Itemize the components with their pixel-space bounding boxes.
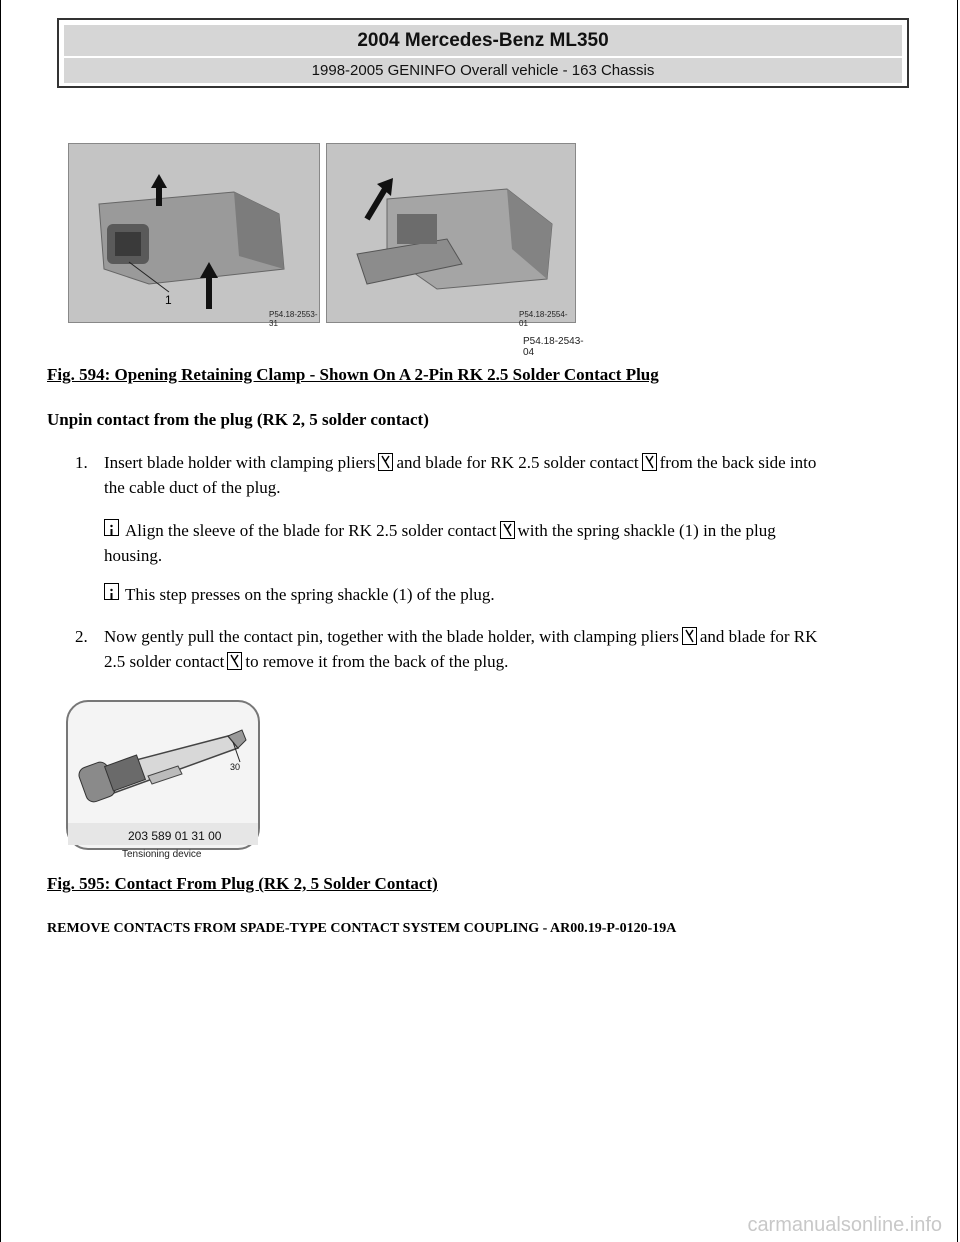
figure-594-left-panel (68, 143, 320, 328)
step-text-part: Now gently pull the contact pin, together with the blade holder, with clamping pliers (104, 627, 679, 646)
document-header (57, 18, 909, 88)
info-note-icon[interactable] (104, 583, 119, 600)
special-tool-icon[interactable] (500, 521, 515, 539)
section-heading: Unpin contact from the plug (RK 2, 5 solder contact) (47, 410, 429, 429)
callout-label: 1 (165, 293, 172, 307)
step-1-note-2 (104, 582, 904, 607)
special-tool-icon[interactable] (642, 453, 657, 471)
callout-label: 30 (230, 762, 241, 772)
step-2-text (104, 624, 924, 674)
watermark: carmanualsonline.info (747, 1214, 942, 1236)
step-text-part: 2.5 solder contact (104, 652, 225, 671)
header-title: 2004 Mercedes-Benz ML350 (64, 25, 902, 56)
tool-frame (66, 700, 260, 850)
next-section-heading: REMOVE CONTACTS FROM SPADE-TYPE CONTACT SYSTEM COUPLING - AR00.19-P-0120-19A (47, 921, 677, 936)
step-text-part: Insert blade holder with clamping pliers (104, 453, 376, 472)
step-text-part: and blade for RK 2.5 solder contact (396, 453, 639, 472)
note-text-part: Align the sleeve of the blade for RK 2.5 solder contact (125, 521, 497, 540)
step-text-part: to remove it from the back of the plug. (245, 652, 509, 671)
plug-open-illustration (327, 144, 575, 322)
figure-code-main: P54.18-2543-04 (523, 336, 584, 358)
note-text-part: housing. (104, 546, 163, 565)
tool-label: Tensioning device (122, 849, 202, 860)
figure-594-image (68, 140, 588, 358)
figure-595-caption: Fig. 595: Contact From Plug (RK 2, 5 Solder Contact) (47, 874, 438, 893)
step-text-part: the cable duct of the plug. (104, 478, 281, 497)
tool-part-number: 203 589 01 31 00 (128, 829, 222, 843)
special-tool-icon[interactable] (227, 652, 242, 670)
note-text-part: This step presses on the spring shackle (1) of the plug. (125, 585, 495, 604)
tensioning-device-illustration (68, 702, 258, 848)
header-subtitle: 1998-2005 GENINFO Overall vehicle - 163 Chassis (64, 58, 902, 83)
figure-code-right: P54.18-2554-01 (519, 310, 568, 328)
note-text-part: with the spring shackle (1) in the plug (517, 521, 776, 540)
figure-595-image (66, 700, 262, 862)
special-tool-icon[interactable] (378, 453, 393, 471)
special-tool-icon[interactable] (682, 627, 697, 645)
step-1-note-1 (104, 518, 904, 568)
figure-code-left: P54.18-2553-31 (269, 310, 318, 328)
info-note-icon[interactable] (104, 519, 119, 536)
figure-594-right-panel (326, 143, 576, 328)
step-number: 2. (75, 627, 88, 646)
plug-front-illustration (69, 144, 319, 322)
step-text-part: and blade for RK (699, 627, 818, 646)
step-number: 1. (75, 453, 88, 472)
step-text-part: from the back side into (659, 453, 817, 472)
step-1-text (104, 450, 924, 500)
figure-594-caption: Fig. 594: Opening Retaining Clamp - Shown On A 2-Pin RK 2.5 Solder Contact Plug (47, 365, 659, 384)
